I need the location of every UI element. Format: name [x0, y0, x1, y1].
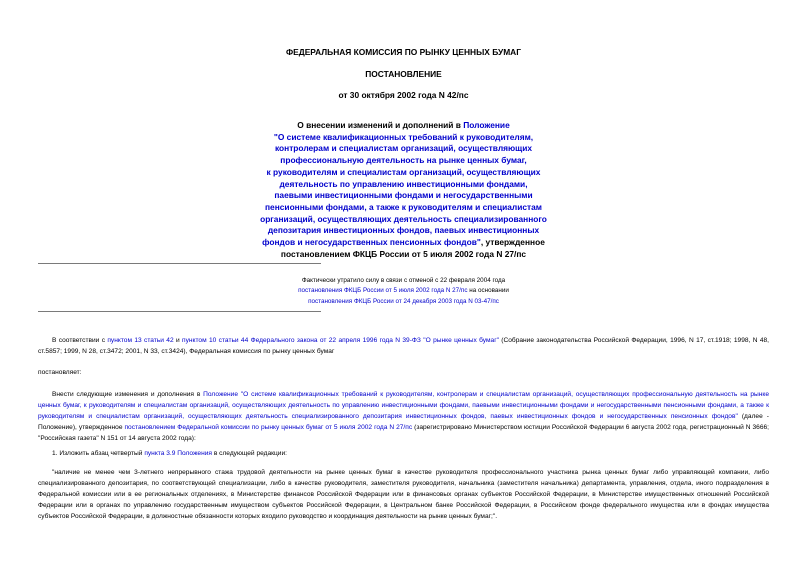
- status-note-line-1: Фактически утратило силу в связи с отменой с 22 февраля 2004 года: [301, 277, 506, 284]
- title-link-line-8[interactable]: организаций, осуществляющих деятельность специализированного: [260, 213, 547, 224]
- title-prefix: О внесении изменений и дополнений в: [297, 120, 464, 130]
- status-note-link-1[interactable]: постановления ФКЦБ России от 5 июля 2002 года N 27/пс: [298, 287, 468, 295]
- title-link-line-2[interactable]: контролерам и специалистам организаций, осуществляющих: [274, 143, 533, 154]
- status-note-line-2-suffix: на основании: [467, 287, 509, 295]
- title-link-line-1[interactable]: "О системе квалификационных требований к руководителям,: [273, 131, 534, 142]
- quoted-text-paragraph: "наличие не менее чем 3-летнего непрерывного стажа трудовой деятельности на рынке ценных бумаг в качестве руководителя профессионального участника рынка ценных бумаг либо управляющей компании, либо специализированного депозитария, по соответствующей специализации, либо в качестве руководителя, заместителя руководителя, начальника (заместителя начальника) департамента, управления, отдела, иного подразделения в Федеральной комиссии или в ее региональных отделениях, в Министерстве финансов Российской Федерации или в финансовых органах субъектов Российской Федерации, в Министерстве имущественных отношений Российской Федерации или в органах по управлению государственным имуществом субъектов Российской Федерации, в Центральном банке Российской Федерации, в Российском фонде федерального имущества или в фондах имущества субъектов Российской Федерации, в должностные обязанности которых входило руководство и координация деятельности на рынке ценных бумаг;".: [38, 469, 769, 520]
- title-suffix: , утвержденное: [480, 237, 545, 248]
- status-note: [0, 276, 807, 307]
- title-link-line-3[interactable]: профессиональную деятельность на рынке ценных бумаг,: [280, 155, 527, 166]
- title-link-line-6[interactable]: паевыми инвестиционными фондами и негосударственными: [274, 190, 533, 201]
- item-1-text-1: 1. Изложить абзац четвертый: [52, 450, 145, 457]
- article-42-link[interactable]: пунктом 13 статьи 42: [107, 337, 174, 344]
- title-link-line-7[interactable]: пенсионными фондами, а также к руководителям и специалистам: [264, 201, 542, 212]
- clause-3-9-link[interactable]: пункта 3.9 Положения: [144, 450, 212, 457]
- regulation-link[interactable]: Положение "О системе квалификационных требований к руководителям, контролерам и специалистам организаций, осуществляющих профессиональную деятельность на рынке ценных бумаг, к руководителям и специалистам организаций, осуществляющих деятельность по управлению инвестиционными фондами, паевыми инвестиционными фондами и негосударственными пенсионными фондами, а также к руководителям и специалистам организаций, осуществляющих деятельность специализированного депозитария инвестиционных фондов, паевых инвестиционных фондов и негосударственных пенсионных фондов": [38, 391, 770, 420]
- divider-top: [38, 263, 321, 264]
- federal-law-link[interactable]: Федерального закона от 22 апреля 1996 года N 39-ФЗ "О рынке ценных бумаг": [250, 337, 499, 344]
- issuing-authority: ФЕДЕРАЛЬНАЯ КОМИССИЯ ПО РЫНКУ ЦЕННЫХ БУМАГ: [286, 47, 521, 57]
- document-date-number: от 30 октября 2002 года N 42/пс: [338, 90, 469, 100]
- preamble-text-2: и: [173, 337, 183, 344]
- title-link-line-5[interactable]: деятельность по управлению инвестиционными фондами,: [279, 178, 528, 189]
- amendment-text-1: Внести следующие изменения и дополнения в: [52, 391, 204, 398]
- resolution-27-link[interactable]: постановлением Федеральной комиссии по рынку ценных бумаг от 5 июля 2002 года N 27/пс: [124, 424, 413, 431]
- amendment-paragraph: [38, 389, 769, 444]
- item-1-paragraph: [38, 448, 769, 459]
- amendment-text-2: (далее - Положение), утвержденное: [38, 413, 769, 431]
- title-link-line-10[interactable]: фондов и негосударственных пенсионных фондов": [262, 237, 481, 248]
- document-type: ПОСТАНОВЛЕНИЕ: [365, 69, 442, 79]
- title-regulation-link[interactable]: Положение: [463, 120, 510, 130]
- item-1-text-2: в следующей редакции:: [211, 450, 288, 457]
- amendment-text-3: (зарегистрировано Министерством юстиции Российской Федерации 6 августа 2002 года, регистрационный N 3666; "Российская газета" N 151 от 14 августа 2002 года):: [38, 424, 769, 442]
- title-final-line: постановлением ФКЦБ России от 5 июля 2002 года N 27/пс: [280, 248, 527, 259]
- status-note-link-2[interactable]: постановления ФКЦБ России от 24 декабря 2003 года N 03-47/пс: [308, 297, 499, 305]
- preamble-paragraph: [38, 335, 769, 357]
- divider-bottom: [38, 311, 321, 312]
- preamble-text-1: В соответствии с: [52, 337, 108, 344]
- title-link-line-4[interactable]: к руководителям и специалистам организаций, осуществляющих: [266, 166, 541, 177]
- resolves-paragraph: постановляет:: [38, 369, 82, 376]
- article-44-link[interactable]: пунктом 10 статьи 44: [182, 337, 249, 344]
- title-link-line-9[interactable]: депозитария инвестиционных фондов, паевых инвестиционных: [267, 225, 540, 236]
- document-title: [0, 120, 807, 260]
- preamble-text-4: (Собрание законодательства Российской Федерации, 1996, N 17, ст.1918; 1998, N 48, ст.5857; 1999, N 28, ст.3472; 2001, N 33, ст.3424), Федеральная комиссия по рынку ценных бумаг: [38, 337, 769, 355]
